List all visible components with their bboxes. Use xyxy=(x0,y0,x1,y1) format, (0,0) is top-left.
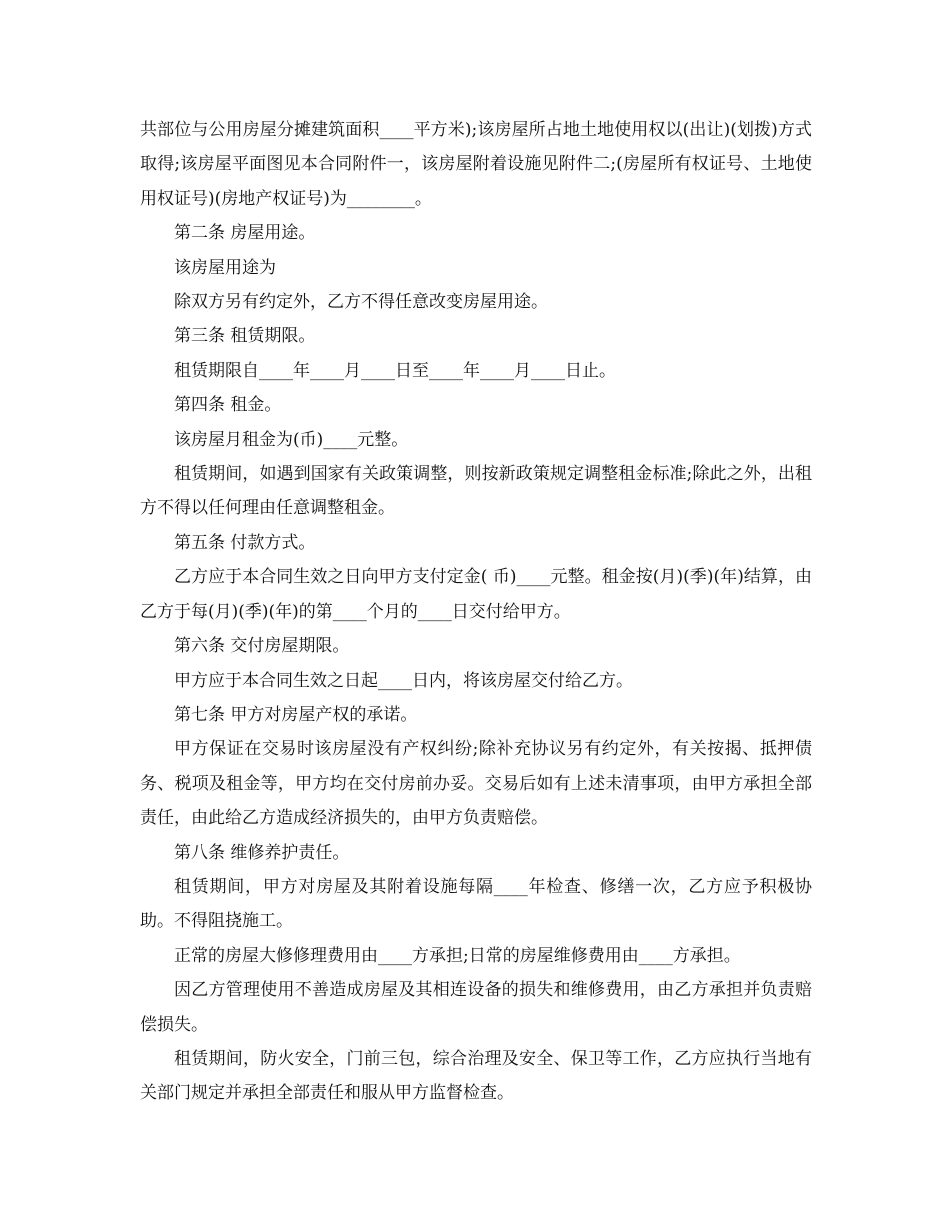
paragraph-repair-costs: 正常的房屋大修修理费用由____方承担;日常的房屋维修费用由____方承担。 xyxy=(174,945,741,966)
paragraph-rent-adjustment: 租赁期间，如遇到国家有关政策调整，则按新政策规定调整租金标准;除此之外，出租方不得以任何理由任意调整租金。 xyxy=(140,464,812,519)
article-5-heading: 第五条 付款方式。 xyxy=(174,532,316,553)
paragraph-safety-duties: 租赁期间，防火安全，门前三包，综合治理及安全、保卫等工作，乙方应执行当地有关部门规定并承担全部责任和服从甲方监督检查。 xyxy=(140,1048,812,1104)
paragraph-delivery-deadline: 甲方应于本合同生效之日起____日内，将该房屋交付给乙方。 xyxy=(174,670,633,691)
paragraph-monthly-rent: 该房屋月租金为(币)____元整。 xyxy=(174,429,409,450)
article-4-heading: 第四条 租金。 xyxy=(174,395,282,416)
document-body xyxy=(140,113,812,1111)
article-8-heading: 第八条 维修养护责任。 xyxy=(174,842,350,863)
paragraph-property-details: 共部位与公用房屋分摊建筑面积____平方米);该房屋所占地土地使用权以(出让)(划拨)方式取得;该房屋平面图见本合同附件一，该房屋附着设施见附件二;(房屋所有权证号、土地使用权证号)(房地产权证号)为________。 xyxy=(140,120,812,209)
article-7-heading: 第七条 甲方对房屋产权的承诺。 xyxy=(174,704,418,725)
paragraph-use-restriction: 除双方另有约定外，乙方不得任意改变房屋用途。 xyxy=(174,292,548,313)
article-3-heading: 第三条 租赁期限。 xyxy=(174,326,316,347)
paragraph-house-use: 该房屋用途为 xyxy=(174,257,276,278)
paragraph-tenant-damage: 因乙方管理使用不善造成房屋及其相连设备的损失和维修费用，由乙方承担并负责赔偿损失。 xyxy=(140,980,812,1035)
article-2-heading: 第二条 房屋用途。 xyxy=(174,223,316,244)
paragraph-title-guarantee: 甲方保证在交易时该房屋没有产权纠纷;除补充协议另有约定外，有关按揭、抵押债务、税项及租金等，甲方均在交付房前办妥。交易后如有上述未清事项，由甲方承担全部责任，由此给乙方造成经济损失的，由甲方负责赔偿。 xyxy=(140,739,812,829)
article-6-heading: 第六条 交付房屋期限。 xyxy=(174,636,350,657)
paragraph-payment-method: 乙方应于本合同生效之日向甲方支付定金( 币)____元整。租金按(月)(季)(年)结算，由乙方于每(月)(季)(年)的第____个月的____日交付给甲方。 xyxy=(140,567,812,622)
paragraph-periodic-inspection: 租赁期间，甲方对房屋及其附着设施每隔____年检查、修缮一次，乙方应予积极协助。不得阻挠施工。 xyxy=(140,876,812,932)
paragraph-lease-term: 租赁期限自____年____月____日至____年____月____日止。 xyxy=(174,360,616,381)
